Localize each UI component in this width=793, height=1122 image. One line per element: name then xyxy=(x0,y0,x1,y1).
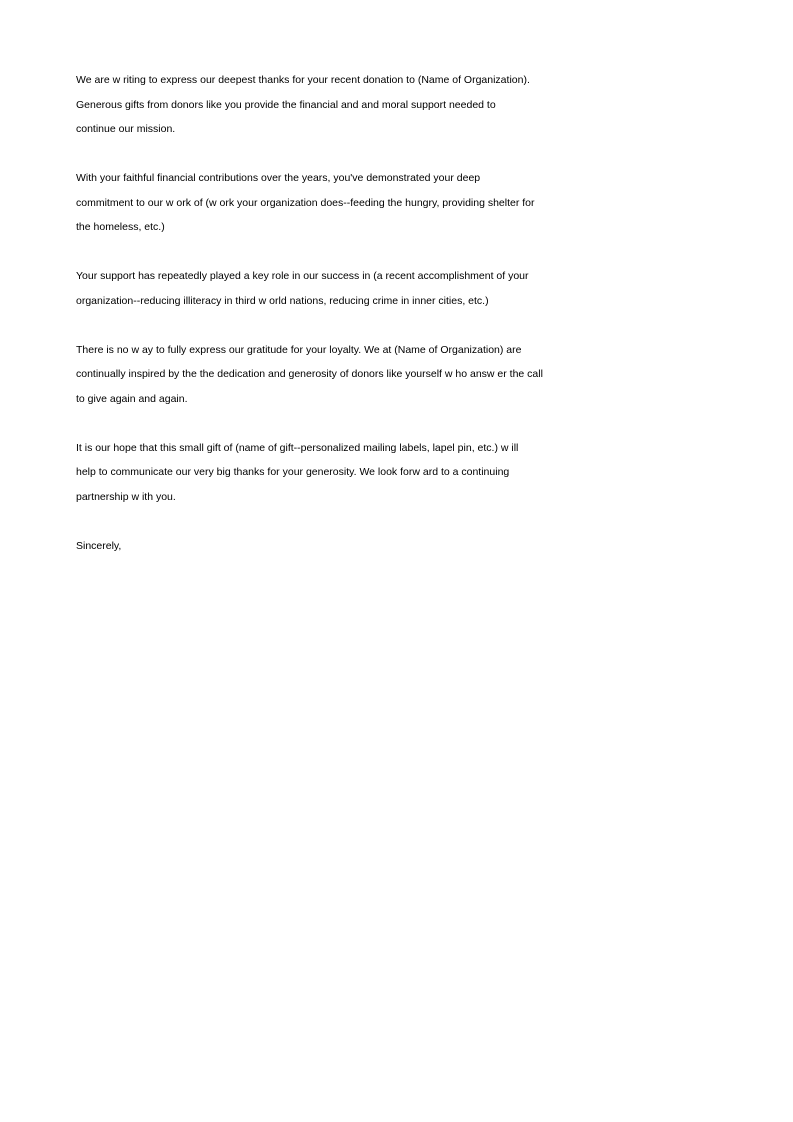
paragraph-line: help to communicate our very big thanks for your generosity. We look forw ard to a continuing xyxy=(76,466,510,478)
paragraph-line: organization--reducing illiteracy in third w orld nations, reducing crime in inner cities, etc.) xyxy=(76,294,489,307)
paragraph-gift xyxy=(76,438,556,512)
paragraph-line: to give again and again. xyxy=(76,392,188,405)
paragraph-contributions xyxy=(76,168,556,242)
paragraph-line: partnership w ith you. xyxy=(76,490,176,503)
paragraph-intro xyxy=(76,70,556,144)
paragraph-line: continually inspired by the the dedication and generosity of donors like yourself w ho answ er the call xyxy=(76,368,543,380)
paragraph-line: the homeless, etc.) xyxy=(76,221,165,233)
paragraph-line: Your support has repeatedly played a key role in our success in (a recent accomplishment of your xyxy=(76,270,529,282)
paragraph-line: It is our hope that this small gift of (name of gift--personalized mailing labels, lapel pin, etc.) w ill xyxy=(76,441,519,454)
paragraph-line: We are w riting to express our deepest thanks for your recent donation to (Name of Organization). xyxy=(76,74,530,86)
paragraph-line: There is no w ay to fully express our gratitude for your loyalty. We at (Name of Organization) are xyxy=(76,343,522,356)
letter-body xyxy=(76,70,556,585)
paragraph-line: With your faithful financial contributions over the years, you've demonstrated your deep xyxy=(76,172,481,184)
paragraph-line: Generous gifts from donors like you provide the financial and and moral support needed to xyxy=(76,98,496,111)
paragraph-line: commitment to our w ork of (w ork your organization does--feeding the hungry, providing shelter for xyxy=(76,196,535,209)
closing xyxy=(76,536,556,561)
closing-line: Sincerely, xyxy=(76,539,122,552)
paragraph-line: continue our mission. xyxy=(76,123,176,135)
paragraph-success xyxy=(76,266,556,315)
paragraph-gratitude xyxy=(76,340,556,414)
